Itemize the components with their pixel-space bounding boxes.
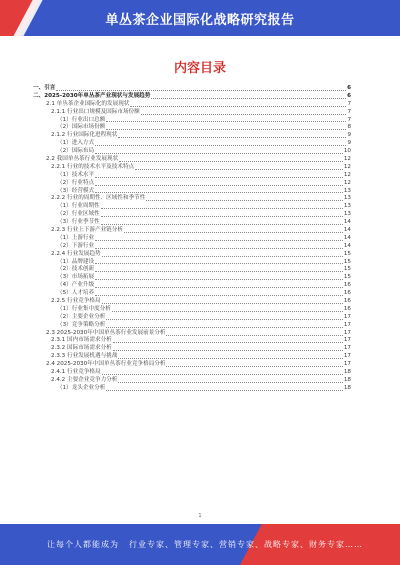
toc-entry[interactable] xyxy=(33,235,351,243)
toc-entry[interactable] xyxy=(33,298,351,306)
toc-entry-page: 13 xyxy=(343,195,351,202)
toc-entry-page: 13 xyxy=(343,211,351,218)
toc-entry-label: 一、引言 xyxy=(33,84,56,91)
toc-entry-label: 2.2.2 行业的周期性、区域性和季节性 xyxy=(51,195,146,202)
toc-leader-dots xyxy=(95,145,346,146)
toc-heading: 内容目录 xyxy=(173,61,226,76)
footer-slogan xyxy=(47,539,363,550)
toc-leader-dots xyxy=(141,114,347,115)
toc-entry-page: 14 xyxy=(343,234,351,241)
toc-leader-dots xyxy=(118,137,346,138)
toc-entry-page: 17 xyxy=(343,337,351,344)
toc-leader-dots xyxy=(166,335,342,336)
toc-leader-dots xyxy=(166,366,342,367)
toc-entry-page: 16 xyxy=(343,298,351,305)
toc-entry-label: （1）技术水平 xyxy=(57,171,95,178)
toc-entry[interactable] xyxy=(33,385,351,393)
toc-entry-label: （2）行业区域性 xyxy=(57,211,100,218)
toc-leader-dots xyxy=(106,327,343,328)
toc-entry-page: 13 xyxy=(343,187,351,194)
toc-entry-page: 8 xyxy=(347,124,351,131)
toc-entry-label: 2.2.3 行业上下游产业链分析 xyxy=(51,227,123,234)
toc-entry-label: 2.1.1 行业出口规模及国际市场份额 xyxy=(51,108,140,115)
toc-entry[interactable] xyxy=(33,211,351,219)
page-footer xyxy=(0,524,400,565)
footer-slogan-left: 让每个人都能成为 xyxy=(47,540,119,549)
toc-entry-label: （2）国际市场份额 xyxy=(57,124,106,131)
toc-leader-dots xyxy=(130,106,346,107)
toc-entry[interactable] xyxy=(33,322,351,330)
toc-entry-page: 14 xyxy=(343,219,351,226)
toc-entry-page: 18 xyxy=(343,369,351,376)
toc-entry-label: 2.4.2 主要企业竞争力分析 xyxy=(51,376,118,383)
toc-leader-dots xyxy=(95,295,343,296)
toc-entry-page: 18 xyxy=(343,384,351,391)
toc-entry-label: （2）下游行业 xyxy=(57,242,95,249)
toc-entry[interactable] xyxy=(33,101,351,109)
toc-leader-dots xyxy=(113,342,343,343)
toc-entry[interactable] xyxy=(33,251,351,259)
toc-entry[interactable] xyxy=(33,282,351,290)
toc-leader-dots xyxy=(118,358,343,359)
toc-leader-dots xyxy=(119,161,343,162)
toc-entry-label: （2）技术创新 xyxy=(57,266,95,273)
toc-entry[interactable] xyxy=(33,306,351,314)
page-number: 1 xyxy=(198,513,202,519)
toc-entry-label: 2.2.1 行业的技术水平及技术特点 xyxy=(51,163,135,170)
toc-leader-dots xyxy=(95,240,343,241)
toc-entry-page: 17 xyxy=(343,345,351,352)
toc-entry[interactable] xyxy=(33,93,351,101)
toc-entry[interactable] xyxy=(33,227,351,235)
toc-entry-page: 7 xyxy=(347,100,351,107)
toc-entry-page: 9 xyxy=(347,140,351,147)
toc-leader-dots xyxy=(95,185,343,186)
toc-entry-label: 2.4.1 行业竞争格局 xyxy=(51,369,101,376)
toc-entry-page: 17 xyxy=(343,361,351,368)
footer-slogan-right: 行业专家、管理专家、营销专家、战略专家、财务专家…… xyxy=(129,540,363,549)
toc-entry-label: （1）龙头企业分析 xyxy=(57,384,106,391)
toc-leader-dots xyxy=(95,263,343,264)
toc-entry-page: 17 xyxy=(343,353,351,360)
toc-entry[interactable] xyxy=(33,361,351,369)
toc-leader-dots xyxy=(135,169,343,170)
toc-entry[interactable] xyxy=(33,314,351,322)
toc-entry[interactable] xyxy=(33,243,351,251)
toc-entry[interactable] xyxy=(33,290,351,298)
toc-entry-label: （2）国际布局 xyxy=(57,148,95,155)
toc-entry-label: 2.3.2 国际市场需求分析 xyxy=(51,345,112,352)
toc-entry-page: 16 xyxy=(343,290,351,297)
toc-entry-page: 17 xyxy=(343,313,351,320)
toc-entry-label: 2.4 2025-2030年中国单丛茶行业竞争格局分析 xyxy=(46,361,166,368)
toc-entry-label: 2.2.5 行业竞争格局 xyxy=(51,298,101,305)
toc-entry-label: （1）行业集中度分析 xyxy=(57,305,111,312)
toc-entry-page: 7 xyxy=(347,116,351,123)
toc-entry-label: 2.1.2 行业国际化进程现状 xyxy=(51,132,118,139)
toc-leader-dots xyxy=(95,177,343,178)
toc-entry-page: 17 xyxy=(343,329,351,336)
toc-entry-page: 16 xyxy=(343,282,351,289)
toc-entry-label: （3）市场拓展 xyxy=(57,274,95,281)
toc-leader-dots xyxy=(106,390,343,391)
toc-entry-label: （5）人才培养 xyxy=(57,290,95,297)
toc-leader-dots xyxy=(106,129,346,130)
toc-entry[interactable] xyxy=(33,377,351,385)
toc-entry-label: （2）主要企业分析 xyxy=(57,313,106,320)
toc-entry[interactable] xyxy=(33,109,351,117)
toc-entry[interactable] xyxy=(33,140,351,148)
toc-leader-dots xyxy=(101,224,343,225)
toc-entry-page: 15 xyxy=(343,274,351,281)
toc-entry-label: （2）行业特点 xyxy=(57,179,95,186)
toc-entry-page: 15 xyxy=(343,266,351,273)
toc-entry-label: 2.3 2025-2030年中国单丛茶行业发展前景分析 xyxy=(46,329,166,336)
toc-leader-dots xyxy=(102,256,343,257)
toc-entry-label: 二、2025-2030年单丛茶产业现状与发展趋势 xyxy=(33,92,151,99)
toc-entry-label: （3）经营模式 xyxy=(57,187,95,194)
toc-entry-label: 2.2 我国单丛茶行业发展现状 xyxy=(46,156,119,162)
toc-entry-page: 12 xyxy=(343,171,351,178)
toc-leader-dots xyxy=(95,279,343,280)
toc-entry-label: （1）进入方式 xyxy=(57,140,95,147)
toc-leader-dots xyxy=(102,303,343,304)
table-of-contents xyxy=(33,85,351,393)
toc-entry-label: 2.1 单丛茶企业国际化的发展现状 xyxy=(46,100,130,107)
toc-entry-page: 9 xyxy=(347,132,351,139)
toc-entry-page: 15 xyxy=(343,250,351,257)
toc-leader-dots xyxy=(106,121,346,122)
toc-entry-label: （1）行业出口总额 xyxy=(57,116,106,123)
toc-entry[interactable] xyxy=(33,369,351,377)
toc-leader-dots xyxy=(106,319,343,320)
toc-leader-dots xyxy=(95,248,343,249)
toc-leader-dots xyxy=(102,374,343,375)
toc-entry-label: （1）上游行业 xyxy=(57,234,95,241)
toc-leader-dots xyxy=(56,90,346,91)
toc-entry[interactable] xyxy=(33,148,351,156)
toc-entry[interactable] xyxy=(33,85,351,93)
toc-entry-page: 6 xyxy=(347,92,351,99)
report-title: 单丛茶企业国际化战略研究报告 xyxy=(105,13,295,28)
toc-entry-label: （1）品牌建设 xyxy=(57,258,95,265)
toc-entry[interactable] xyxy=(33,172,351,180)
toc-leader-dots xyxy=(101,216,343,217)
page-header xyxy=(0,0,400,36)
toc-entry-label: （1）行业周期性 xyxy=(57,203,100,210)
toc-entry-page: 12 xyxy=(343,179,351,186)
toc-leader-dots xyxy=(146,200,343,201)
toc-entry-page: 16 xyxy=(343,305,351,312)
toc-entry[interactable] xyxy=(33,219,351,227)
toc-entry-page: 14 xyxy=(343,227,351,234)
toc-entry-label: （3）竞争策略分析 xyxy=(57,321,106,328)
toc-entry-page: 6 xyxy=(347,84,351,91)
toc-entry-label: 2.2.4 行业发展趋势 xyxy=(51,250,101,257)
toc-entry-page: 14 xyxy=(343,242,351,249)
toc-leader-dots xyxy=(95,192,343,193)
toc-leader-dots xyxy=(95,153,343,154)
toc-entry-label: 2.3.1 国内市场需求分析 xyxy=(51,337,112,344)
toc-entry-label: 2.3.3 行业发展机遇与挑战 xyxy=(51,353,118,360)
toc-leader-dots xyxy=(124,232,343,233)
toc-entry-page: 10 xyxy=(343,148,351,155)
toc-entry-label: （4）产业升级 xyxy=(57,282,95,289)
toc-entry-page: 17 xyxy=(343,321,351,328)
toc-entry[interactable] xyxy=(33,164,351,172)
toc-leader-dots xyxy=(118,382,343,383)
toc-leader-dots xyxy=(151,98,346,99)
toc-entry-page: 15 xyxy=(343,258,351,265)
toc-leader-dots xyxy=(101,208,343,209)
toc-entry-page: 7 xyxy=(347,108,351,115)
toc-leader-dots xyxy=(95,287,343,288)
toc-leader-dots xyxy=(112,311,343,312)
toc-entry-page: 12 xyxy=(343,163,351,170)
toc-entry[interactable] xyxy=(33,353,351,361)
toc-entry[interactable] xyxy=(33,180,351,188)
toc-entry-page: 13 xyxy=(343,203,351,210)
toc-entry-page: 12 xyxy=(343,156,351,162)
toc-leader-dots xyxy=(95,271,343,272)
toc-entry-label: （3）行业季节性 xyxy=(57,219,100,226)
toc-leader-dots xyxy=(113,350,343,351)
toc-entry[interactable] xyxy=(33,156,351,164)
toc-entry-page: 18 xyxy=(343,376,351,383)
